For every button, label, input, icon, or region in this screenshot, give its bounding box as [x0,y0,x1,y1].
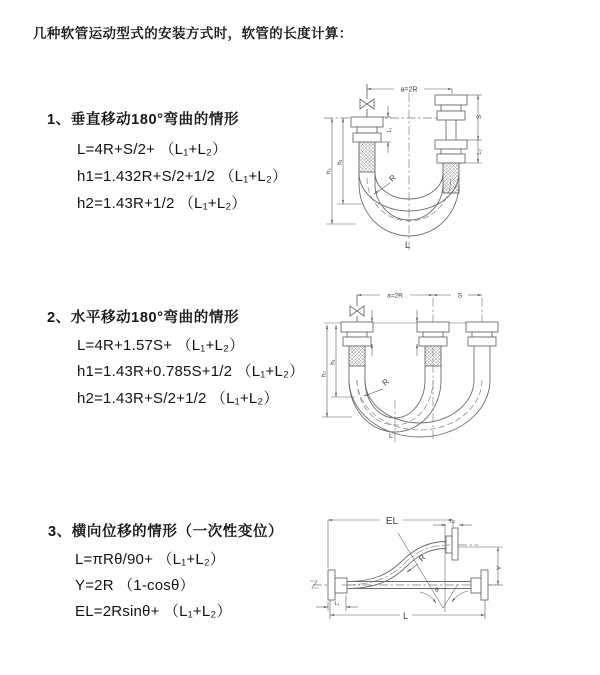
section-3-heading: 3、横向位移的情形（一次性变位） [48,524,284,540]
page-title: 几种软管运动型式的安装方式时，软管的长度计算： [33,26,353,41]
dimension-lines [316,520,503,619]
formula-line: h2=1.43R+1/2 （L₁+L₂） [77,195,247,212]
diagram-horizontal-180-bend [310,282,565,447]
diagram-lateral-displacement [300,500,600,655]
radius-label: R [380,376,391,388]
formula-line: L=4R+S/2+ （L₁+L₂） [77,141,228,158]
dim-label-l1: L₁ [387,127,393,133]
hose-assembly [321,292,498,437]
section-2-heading: 2、水平移动180°弯曲的情形 [47,310,240,326]
valve-icon [350,306,364,316]
section-1-heading: 1、垂直移动180°弯曲的情形 [47,112,240,128]
formula-line: h1=1.43R+0.785S+1/2 （L₁+L₂） [77,363,305,380]
dimension-lines [322,292,482,417]
length-label: L [389,433,393,440]
dim-label-h1: h₁ [337,159,344,165]
formula-line: EL=2Rsinθ+ （L₁+L₂） [75,603,232,620]
valve-icon [360,99,374,109]
dim-label-l2: L₂ [449,518,456,525]
dim-label-a2r: a=2R [387,292,403,300]
dim-label-l1: L₁ [334,601,340,607]
dim-label-y: Y [496,565,504,571]
radius-label: R [387,172,398,184]
dim-label-h2: h₂ [326,168,333,174]
centerline-mark [310,581,319,588]
radius-label: R [417,552,428,564]
dim-label-a2r: a=2R [400,86,418,94]
dim-label-el: EL [385,516,399,527]
angle-label: θ [435,587,439,594]
dim-label-s: S [476,114,483,120]
formula-line: h1=1.432R+S/2+1/2 （L₁+L₂） [77,168,288,185]
dim-label-h2: h₂ [321,371,328,377]
formula-line: h2=1.43R+S/2+1/2 （L₁+L₂） [77,390,279,407]
dim-label-s: S [457,292,463,300]
dim-label-h1: h₁ [330,359,337,365]
diagram-vertical-180-bend [310,78,560,253]
length-label: L [403,611,409,621]
hose-assembly [328,524,488,612]
formula-line: L=4R+1.57S+ （L₁+L₂） [77,337,245,354]
dim-label-l2: L₂ [477,149,483,155]
formula-line: L=πRθ/90+ （L₁+L₂） [75,551,226,568]
formula-line: Y=2R （1-cosθ） [75,577,195,594]
length-label: L [405,240,411,250]
